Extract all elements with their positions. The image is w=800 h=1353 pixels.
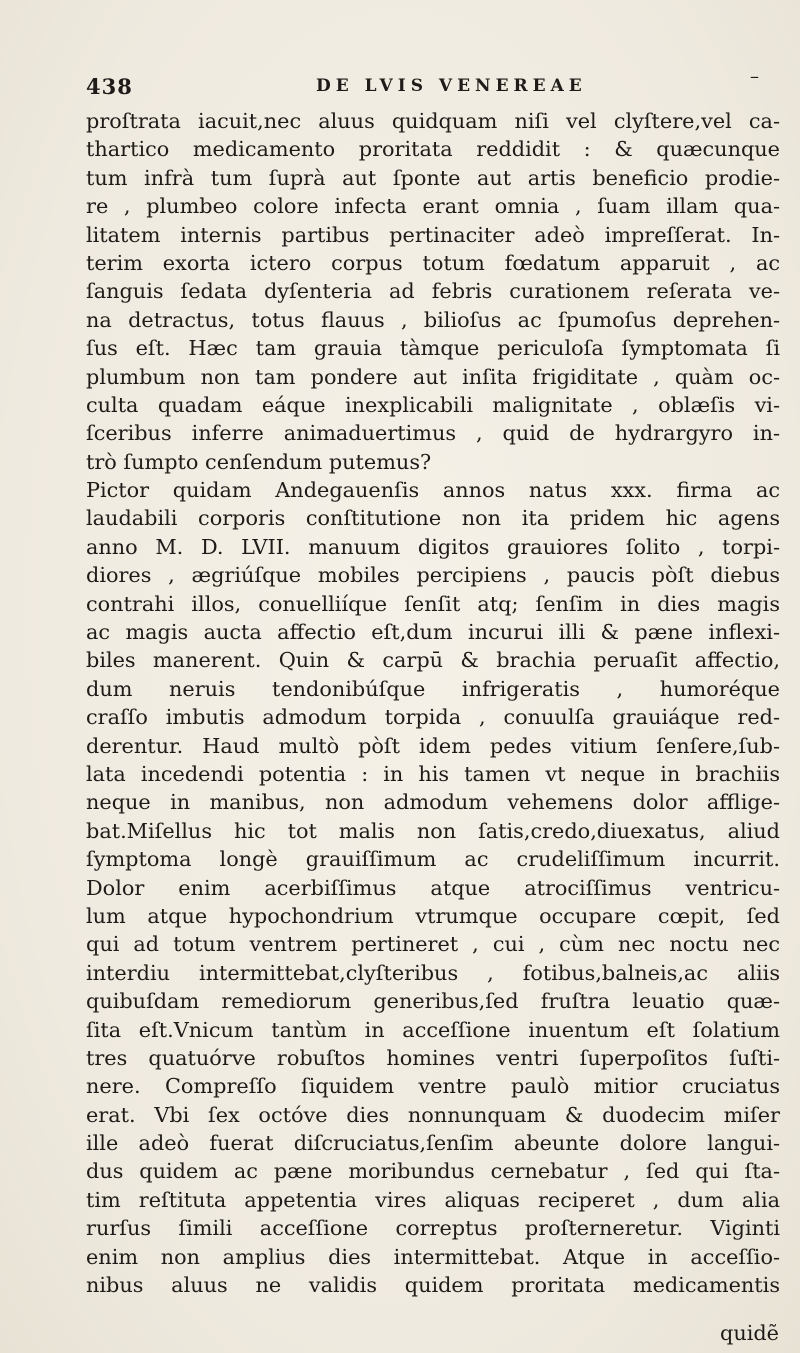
text-line-23: derentur. Haud multò pòſt idem pedes vitium ſenſere,ſub- <box>86 733 780 758</box>
text-line-8: na detractus, totus flauus , bilioſus ac ſpumoſus deprehen- <box>86 307 780 332</box>
text-line-30: qui ad totum ventrem pertineret , cui , cùm nec noctu nec <box>86 932 780 957</box>
text-line-2: thartico medicamento proritata reddidit : & quæcunque <box>86 137 780 162</box>
header-mark: – <box>750 66 759 87</box>
text-line-36: erat. Vbi ſex octóve dies nonnunquam & duodecim miſer <box>86 1102 780 1127</box>
catchword: quidẽ <box>720 1321 779 1345</box>
text-line-32: quibuſdam remediorum generibus,ſed fruſtra leuatio quæ- <box>86 989 780 1014</box>
running-head: DE LVIS VENEREAE <box>316 76 587 96</box>
text-line-33: ſita eſt.Vnicum tantùm in acceſſione inuentum eſt ſolatium <box>86 1017 780 1042</box>
text-line-1: proſtrata iacuit,nec aluus quidquam niſi vel clyſtere,vel ca- <box>86 109 780 133</box>
text-line-25: neque in manibus, non admodum vehemens dolor afflige- <box>86 790 780 815</box>
body-text <box>86 107 780 1299</box>
text-line-14: Pictor quidam Andegauenſis annos natus xxx. firma ac <box>86 478 780 503</box>
text-line-5: litatem internis partibus pertinaciter adeò impreſſerat. In- <box>86 222 780 247</box>
text-line-22: craſſo imbutis admodum torpida , conuulſa grauiáque red- <box>86 705 780 730</box>
text-line-41: enim non amplius dies intermittebat. Atque in acceſſio- <box>86 1244 780 1269</box>
text-line-11: culta quadam eáque inexplicabili malignitate , oblæſis vi- <box>86 392 780 417</box>
text-line-10: plumbum non tam pondere aut inſita frigiditate , quàm oc- <box>86 364 780 389</box>
text-line-15: laudabili corporis conſtitutione non ita pridem hic agens <box>86 506 780 531</box>
text-line-39: tim reſtituta appetentia vires aliquas reciperet , dum alia <box>86 1187 780 1212</box>
text-line-27: ſymptoma longè grauiſſimum ac crudeliſſimum incurrit. <box>86 847 780 872</box>
text-line-19: ac magis aucta affectio eſt,dum incurui illi & pæne inflexi- <box>86 620 780 645</box>
text-line-3: tum infrà tum ſuprà aut ſponte aut artis beneficio prodie- <box>86 165 780 190</box>
text-line-21: dum neruis tendonibúſque infrigeratis , humoréque <box>86 676 780 701</box>
text-line-31: interdiu intermittebat,clyſteribus , fotibus,balneis,ac aliis <box>86 960 780 985</box>
text-line-24: lata incedendi potentia : in his tamen vt neque in brachiis <box>86 761 780 786</box>
text-line-6: terim exorta ictero corpus totum fœdatum apparuit , ac <box>86 250 780 275</box>
page-number: 438 <box>86 74 133 99</box>
text-line-35: nere. Compreſſo ſiquidem ventre paulò mitior cruciatus <box>86 1074 780 1099</box>
text-line-29: lum atque hypochondrium vtrumque occupare cœpit, ſed <box>86 903 780 928</box>
text-line-4: re , plumbeo colore infecta erant omnia , ſuam illam qua- <box>86 194 780 219</box>
text-line-9: ſus eſt. Hæc tam grauia tàmque periculoſa ſymptomata ſi <box>86 336 780 361</box>
text-line-18: contrahi illos, conuelliíque ſenſit atq; ſenſim in dies magis <box>86 591 780 616</box>
page-header <box>86 66 776 102</box>
text-line-42: nibus aluus ne validis quidem proritata medicamentis <box>86 1273 780 1298</box>
text-line-26: bat.Miſellus hic tot malis non ſatis,credo,diuexatus, aliud <box>86 818 780 843</box>
text-line-20: biles manerent. Quin & carpū & brachia peruaſit affectio, <box>86 648 780 673</box>
text-line-16: anno M. D. LVII. manuum digitos grauiores ſolito , torpi- <box>86 534 780 559</box>
text-line-38: dus quidem ac pæne moribundus cernebatur , ſed qui ſta- <box>86 1159 780 1184</box>
text-line-17: diores , ægriúſque mobiles percipiens , paucis pòſt diebus <box>86 563 780 588</box>
text-line-13: trò ſumpto cenſendum putemus? <box>86 449 432 474</box>
text-line-7: ſanguis ſedata dyſenteria ad febris curationem reſerata ve- <box>86 279 780 304</box>
text-line-34: tres quatuórve robuſtos homines ventri ſuperpoſitos ſuſti- <box>86 1045 780 1070</box>
text-line-12: ſceribus inferre animaduertimus , quid de hydrargyro in- <box>86 421 780 446</box>
text-line-37: ille adeò fuerat diſcruciatus,ſenſim abeunte dolore langui- <box>86 1131 780 1156</box>
text-line-28: Dolor enim acerbiſſimus atque atrociſſimus ventricu- <box>86 875 780 900</box>
text-line-40: rurſus ſimili acceſſione correptus proſterneretur. Viginti <box>86 1216 780 1241</box>
